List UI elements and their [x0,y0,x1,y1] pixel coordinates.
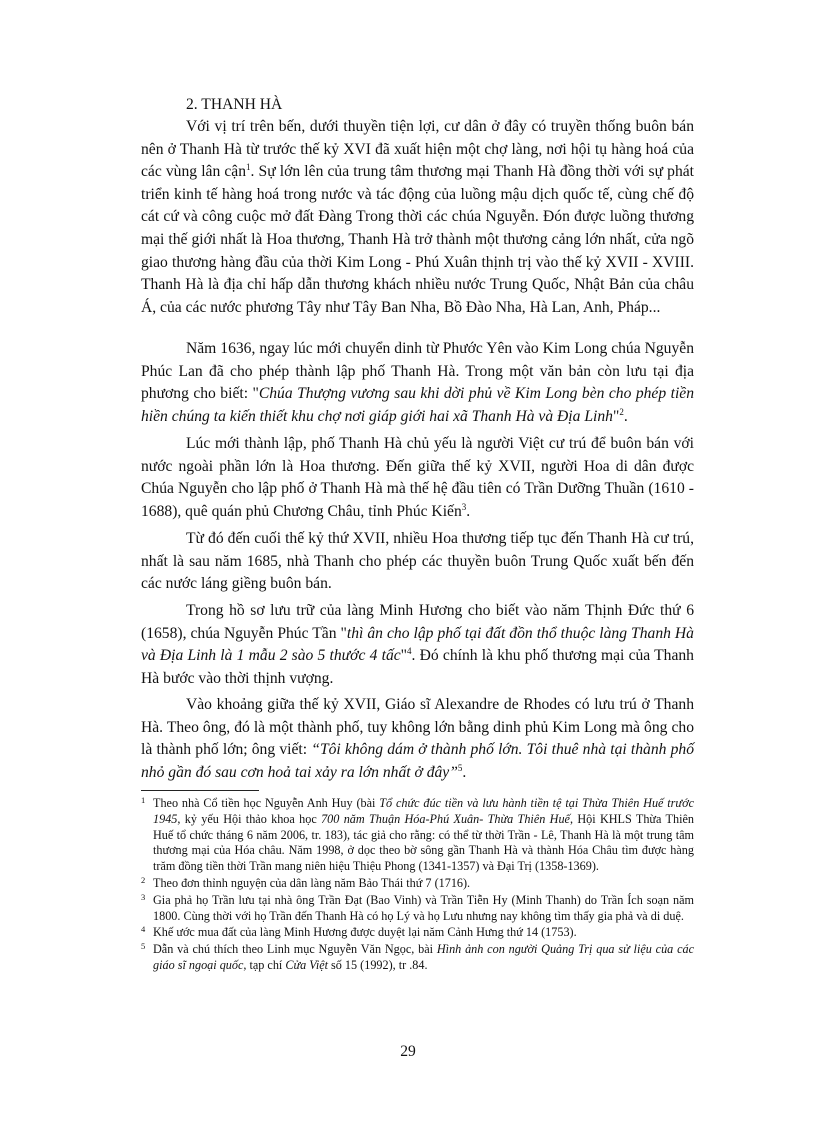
footnote-5 [141,942,694,974]
footnote-title: 700 năm Thuận Hóa-Phú Xuân- Thừa Thiên Huế [321,811,570,826]
footnote-4 [141,925,694,941]
quoted-text: “Tôi không dám ở thành phố lớn. Tôi thuê nhà tại thành phố nhỏ gần đó sau cơn hoả tai xảy ra lớn nhất ở đây” [141,741,695,781]
footnote-title: Hình ảnh con người Quảng Trị qua sử liệu của các giáo sĩ ngoại quốc [153,942,694,972]
paragraph-text: . [623,407,628,425]
footnote-mark: 2 [141,874,146,885]
footnote-title: Tổ chức đúc tiền và lưu hành tiền tệ tại Thừa Thiên Huế trước 1945 [153,796,694,826]
paragraph-text: . [462,763,467,781]
paragraph-text: . [466,502,471,520]
paragraph-text: Năm 1636, ngay lúc mới chuyển dinh từ Phước Yên vào Kim Long chúa Nguyễn Phúc Lan đã cho phép thành lập phố Thanh Hà. Trong một văn bản còn lưu tại địa phương cho biết: " [141,340,694,403]
footnote-3 [141,893,694,925]
paragraph-3 [141,433,694,523]
quoted-text: Chúa Thượng vương sau khi dời phủ về Kim Long bèn cho phép tiền hiền chúng ta kiến thiết khu chợ nơi giáp giới hai xã Thanh Hà và Địa Linh [141,385,694,425]
footnote-text: Theo nhà Cổ tiền học Nguyễn Anh Huy (bài [153,796,380,810]
paragraph-text: Từ đó đến cuối thế kỷ thứ XVII, nhiều Hoa thương tiếp tục đến Thanh Hà cư trú, nhất là sau năm 1685, nhà Thanh cho phép các thuyền buôn Trung Quốc xuất bến đến các nước láng giềng buôn bán. [141,530,694,593]
footnote-mark: 5 [141,941,146,952]
paragraph-text: " [612,407,620,425]
footnote-mark: 1 [141,795,146,805]
footnote-ref-4: 4 [407,646,412,656]
footnote-text: , kỷ yếu Hội thảo khoa học [177,811,322,826]
paragraph-6 [141,694,694,784]
footnote-text: , tạp chí [243,957,286,972]
footnote-mark: 3 [141,891,146,902]
paragraph-1 [141,116,694,319]
footnote-text: Theo đơn thỉnh nguyện của dân làng năm Bảo Thái thứ 7 (1716). [153,875,471,890]
paragraph-text: . Đó chính là khu phố thương mại của Thanh Hà bước vào thời thịnh vượng. [141,647,694,687]
footnote-text: , Hội KHLS Thừa Thiên Huế tổ chức tháng 6 năm 2006, tr. 183), tác giả cho rằng: có thể từ thời Trần - Lê, Thanh Hà là một trung tâm thương mại của Hóa châu. Năm 1998, ở dọc theo bờ sông gần Thanh Hà và thành Hóa Châu tìm được hàng trăm đồng tiền thời Trần mang niên hiệu Thiệu Phong (1341-1357) và Đại Trị (1358-1369). [153,811,694,874]
paragraph-4 [141,528,694,596]
section-heading: 2. THANH HÀ [186,96,283,113]
paragraph-text: Vào khoảng giữa thế kỷ XVII, Giáo sĩ Alexandre de Rhodes có lưu trú ở Thanh Hà. Theo ông, đó là một thành phố, tuy không lớn bằng dinh phủ Kim Long mà ông cho là thành phố lớn; ông viết: [141,696,694,759]
footnote-ref-1: 1 [246,162,251,172]
paragraph-2 [141,338,694,428]
quoted-text: thì ân cho lập phố tại đất đồn thổ thuộc làng Thanh Hà và Địa Linh là 1 mẫu 2 sào 5 thước 4 tấc [141,624,694,665]
footnote-text: số 15 (1992), tr .84. [328,957,428,972]
paragraph-text: " [400,647,408,665]
footnote-text: Gia phả họ Trần lưu tại nhà ông Trần Đạt (Bao Vinh) và Trần Tiễn Hy (Minh Thanh) do Trần Ích soạn năm 1800. Cùng thời với họ Trần đến Thanh Hà có họ Lý và họ Lưu nhưng nay không tìm thấy gia phả và di duệ. [153,892,694,923]
footnote-mark: 4 [141,924,146,935]
footnote-text: Khế ước mua đất của làng Minh Hương được duyệt lại năm Cảnh Hưng thứ 14 (1753). [153,925,577,940]
footnote-text: Dẫn và chú thích theo Linh mục Nguyễn Văn Ngọc, bài [153,942,437,957]
footnote-divider [141,790,259,791]
footnote-ref-3: 3 [461,501,467,512]
footnote-ref-5: 5 [457,762,463,773]
paragraph-text: Lúc mới thành lập, phố Thanh Hà chủ yếu là người Việt cư trú để buôn bán với nước ngoài phần lớn là Hoa thương. Đến giữa thế kỷ XVII, người Hoa di dân được Chúa Nguyễn cho lập phố ở Thanh Hà mà thế hệ đầu tiên có Trần Dưỡng Thuần (1610 - 1688), quê quán phủ Chương Châu, tỉnh Phúc Kiến [141,435,694,520]
footnote-1 [141,796,694,875]
footnote-ref-2: 2 [619,406,624,417]
footnotes [141,796,694,975]
footnote-title: Cửa Việt [285,957,328,972]
paragraph-text: . Sự lớn lên của trung tâm thương mại Thanh Hà đồng thời với sự phát triển kinh tế hàng hoá trong nước và tác động của luồng mậu dịch quốc tế, cùng chế độ cát cứ và công cuộc mở đất Đàng Trong thời các chúa Nguyễn. Đón được luồng thương mại thế giới nhất là Hoa thương, Thanh Hà trở thành một thương cảng lớn nhất, cửa ngõ giao thương hàng đầu của thời Kim Long - Phú Xuân thịnh trị vào thế kỷ XVII - XVIII. Thanh Hà là địa chỉ hấp dẫn thương khách nhiều nước Trung Quốc, Nhật Bản của châu Á, của các nước phương Tây như Tây Ban Nha, Bồ Đào Nha, Hà Lan, Anh, Pháp... [141,163,694,316]
footnote-2 [141,876,694,892]
page-number: 29 [400,1043,416,1060]
paragraph-text: Với vị trí trên bến, dưới thuyền tiện lợi, cư dân ở đây có truyền thống buôn bán nên ở Thanh Hà từ trước thế kỷ XVI đã xuất hiện một chợ làng, nơi hội tụ hàng hoá của các vùng lân cận [141,118,694,181]
paragraph-5 [141,600,694,690]
paragraph-text: Trong hồ sơ lưu trữ của làng Minh Hương cho biết vào năm Thịnh Đức thứ 6 (1658), chúa Nguyễn Phúc Tần " [141,602,694,642]
